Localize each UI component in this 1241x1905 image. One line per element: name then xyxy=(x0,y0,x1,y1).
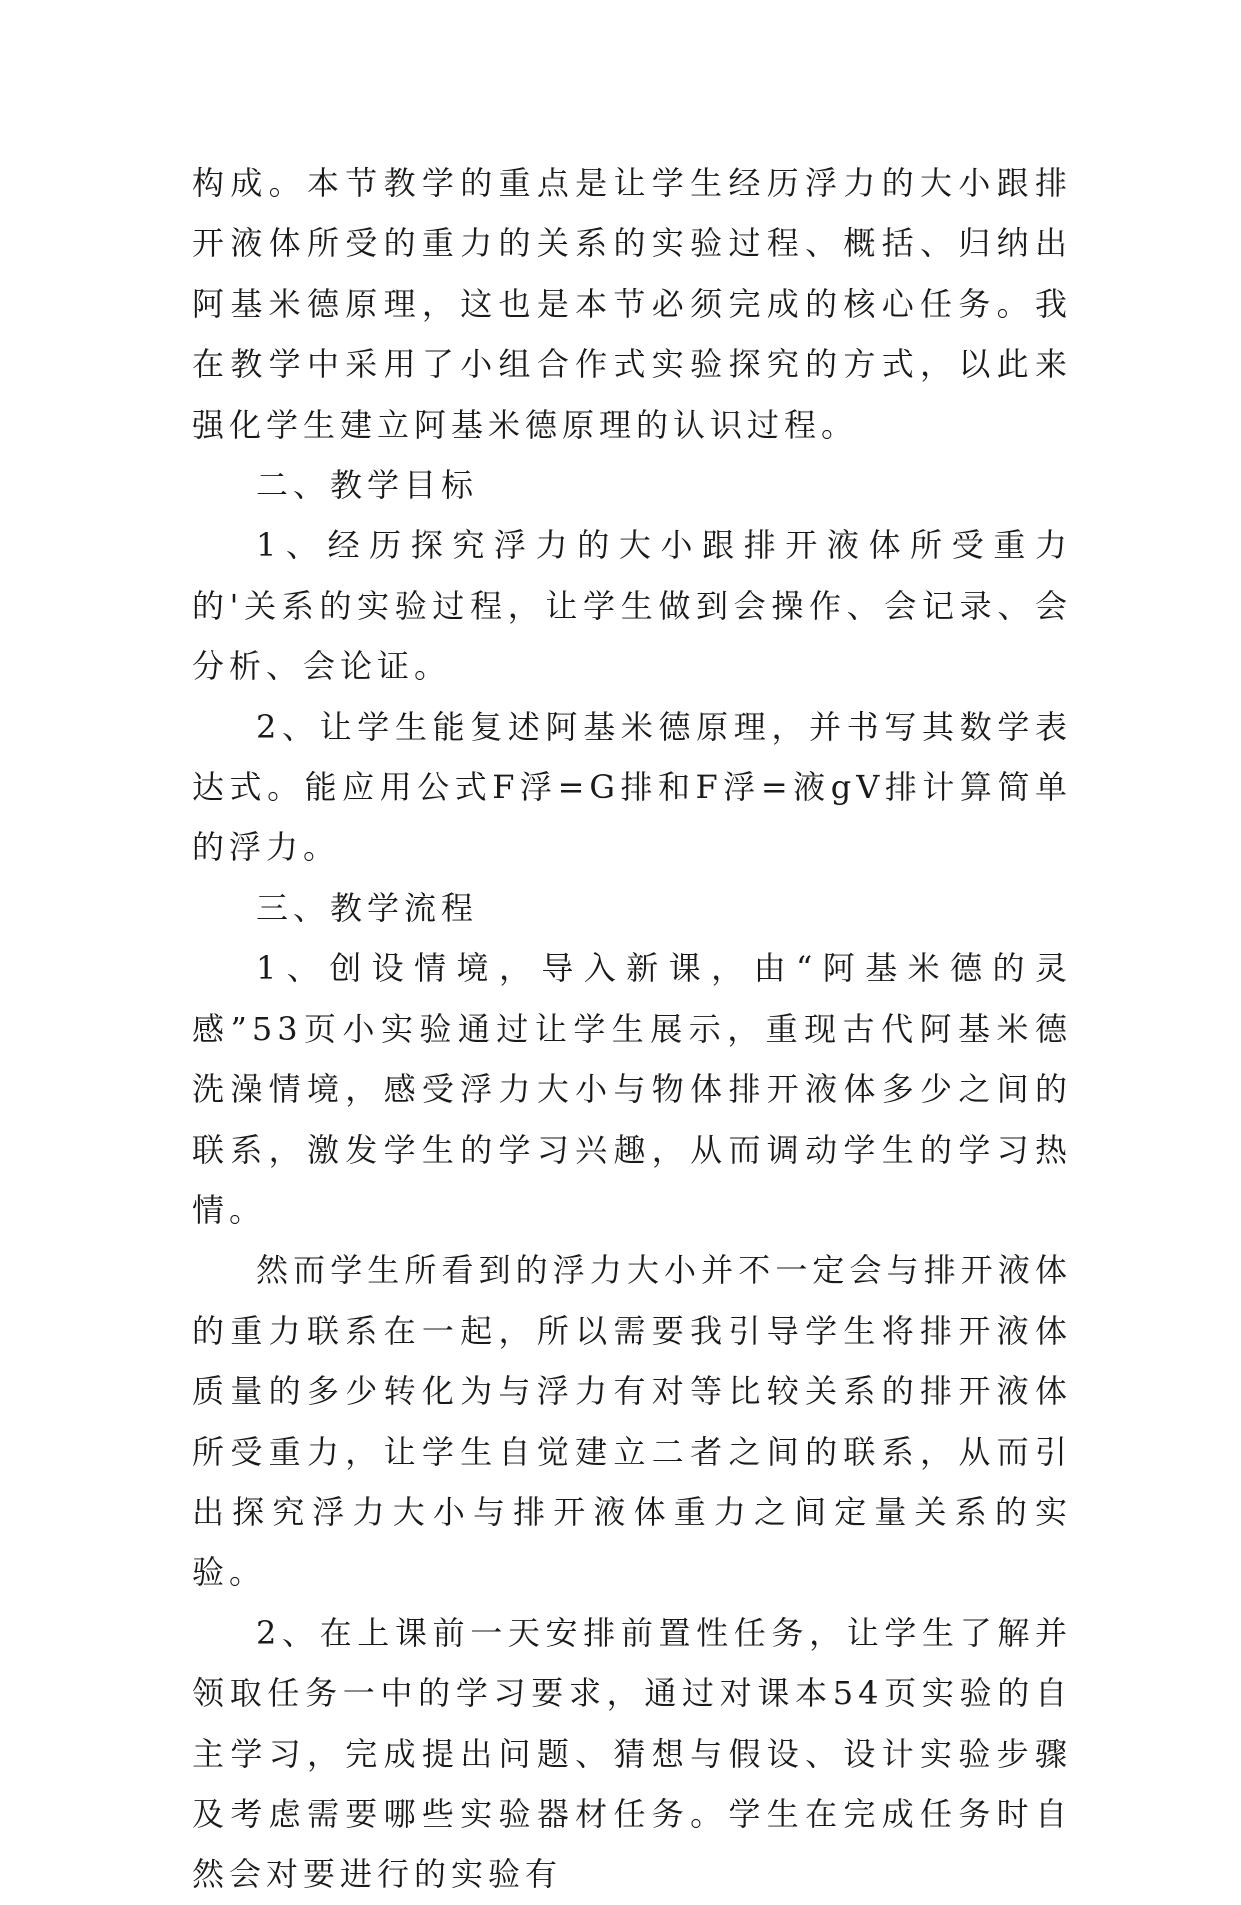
section-heading-teaching-goals: 二、教学目标 xyxy=(256,466,479,505)
paragraph-process-1: 1、创设情境，导入新课，由“阿基米德的灵感”53页小实验通过让学生展示，重现古代阿基米德洗澡情境，感受浮力大小与物体排开液体多少之间的联系，激发学生的学习兴趣，从而调动学生的学习热情。 xyxy=(192,949,1072,1229)
body-text xyxy=(192,153,1072,1905)
paragraph-goal-2: 2、让学生能复述阿基米德原理，并书写其数学表达式。能应用公式F浮=G排和F浮=液gV排计算简单的浮力。 xyxy=(192,707,1072,867)
paragraph-process-guidance: 然而学生所看到的浮力大小并不一定会与排开液体的重力联系在一起，所以需要我引导学生将排开液体质量的多少转化为与浮力有对等比较关系的排开液体所受重力，让学生自觉建立二者之间的联系，从而引出探究浮力大小与排开液体重力之间定量关系的实验。 xyxy=(192,1251,1072,1592)
section-heading-teaching-process: 三、教学流程 xyxy=(256,888,479,927)
paragraph-intro-continuation: 构成。本节教学的重点是让学生经历浮力的大小跟排开液体所受的重力的关系的实验过程、概括、归纳出阿基米德原理，这也是本节必须完成的核心任务。我在教学中采用了小组合作式实验探究的方式，以此来强化学生建立阿基米德原理的认识过程。 xyxy=(192,164,1072,444)
paragraph-process-2: 2、在上课前一天安排前置性任务，让学生了解并领取任务一中的学习要求，通过对课本54页实验的自主学习，完成提出问题、猜想与假设、设计实验步骤及考虑需要哪些实验器材任务。学生在完成任务时自然会对要进行的实验有 xyxy=(192,1613,1072,1894)
paragraph-goal-1: 1、经历探究浮力的大小跟排开液体所受重力的'关系的实验过程，让学生做到会操作、会记录、会分析、会论证。 xyxy=(192,526,1072,686)
